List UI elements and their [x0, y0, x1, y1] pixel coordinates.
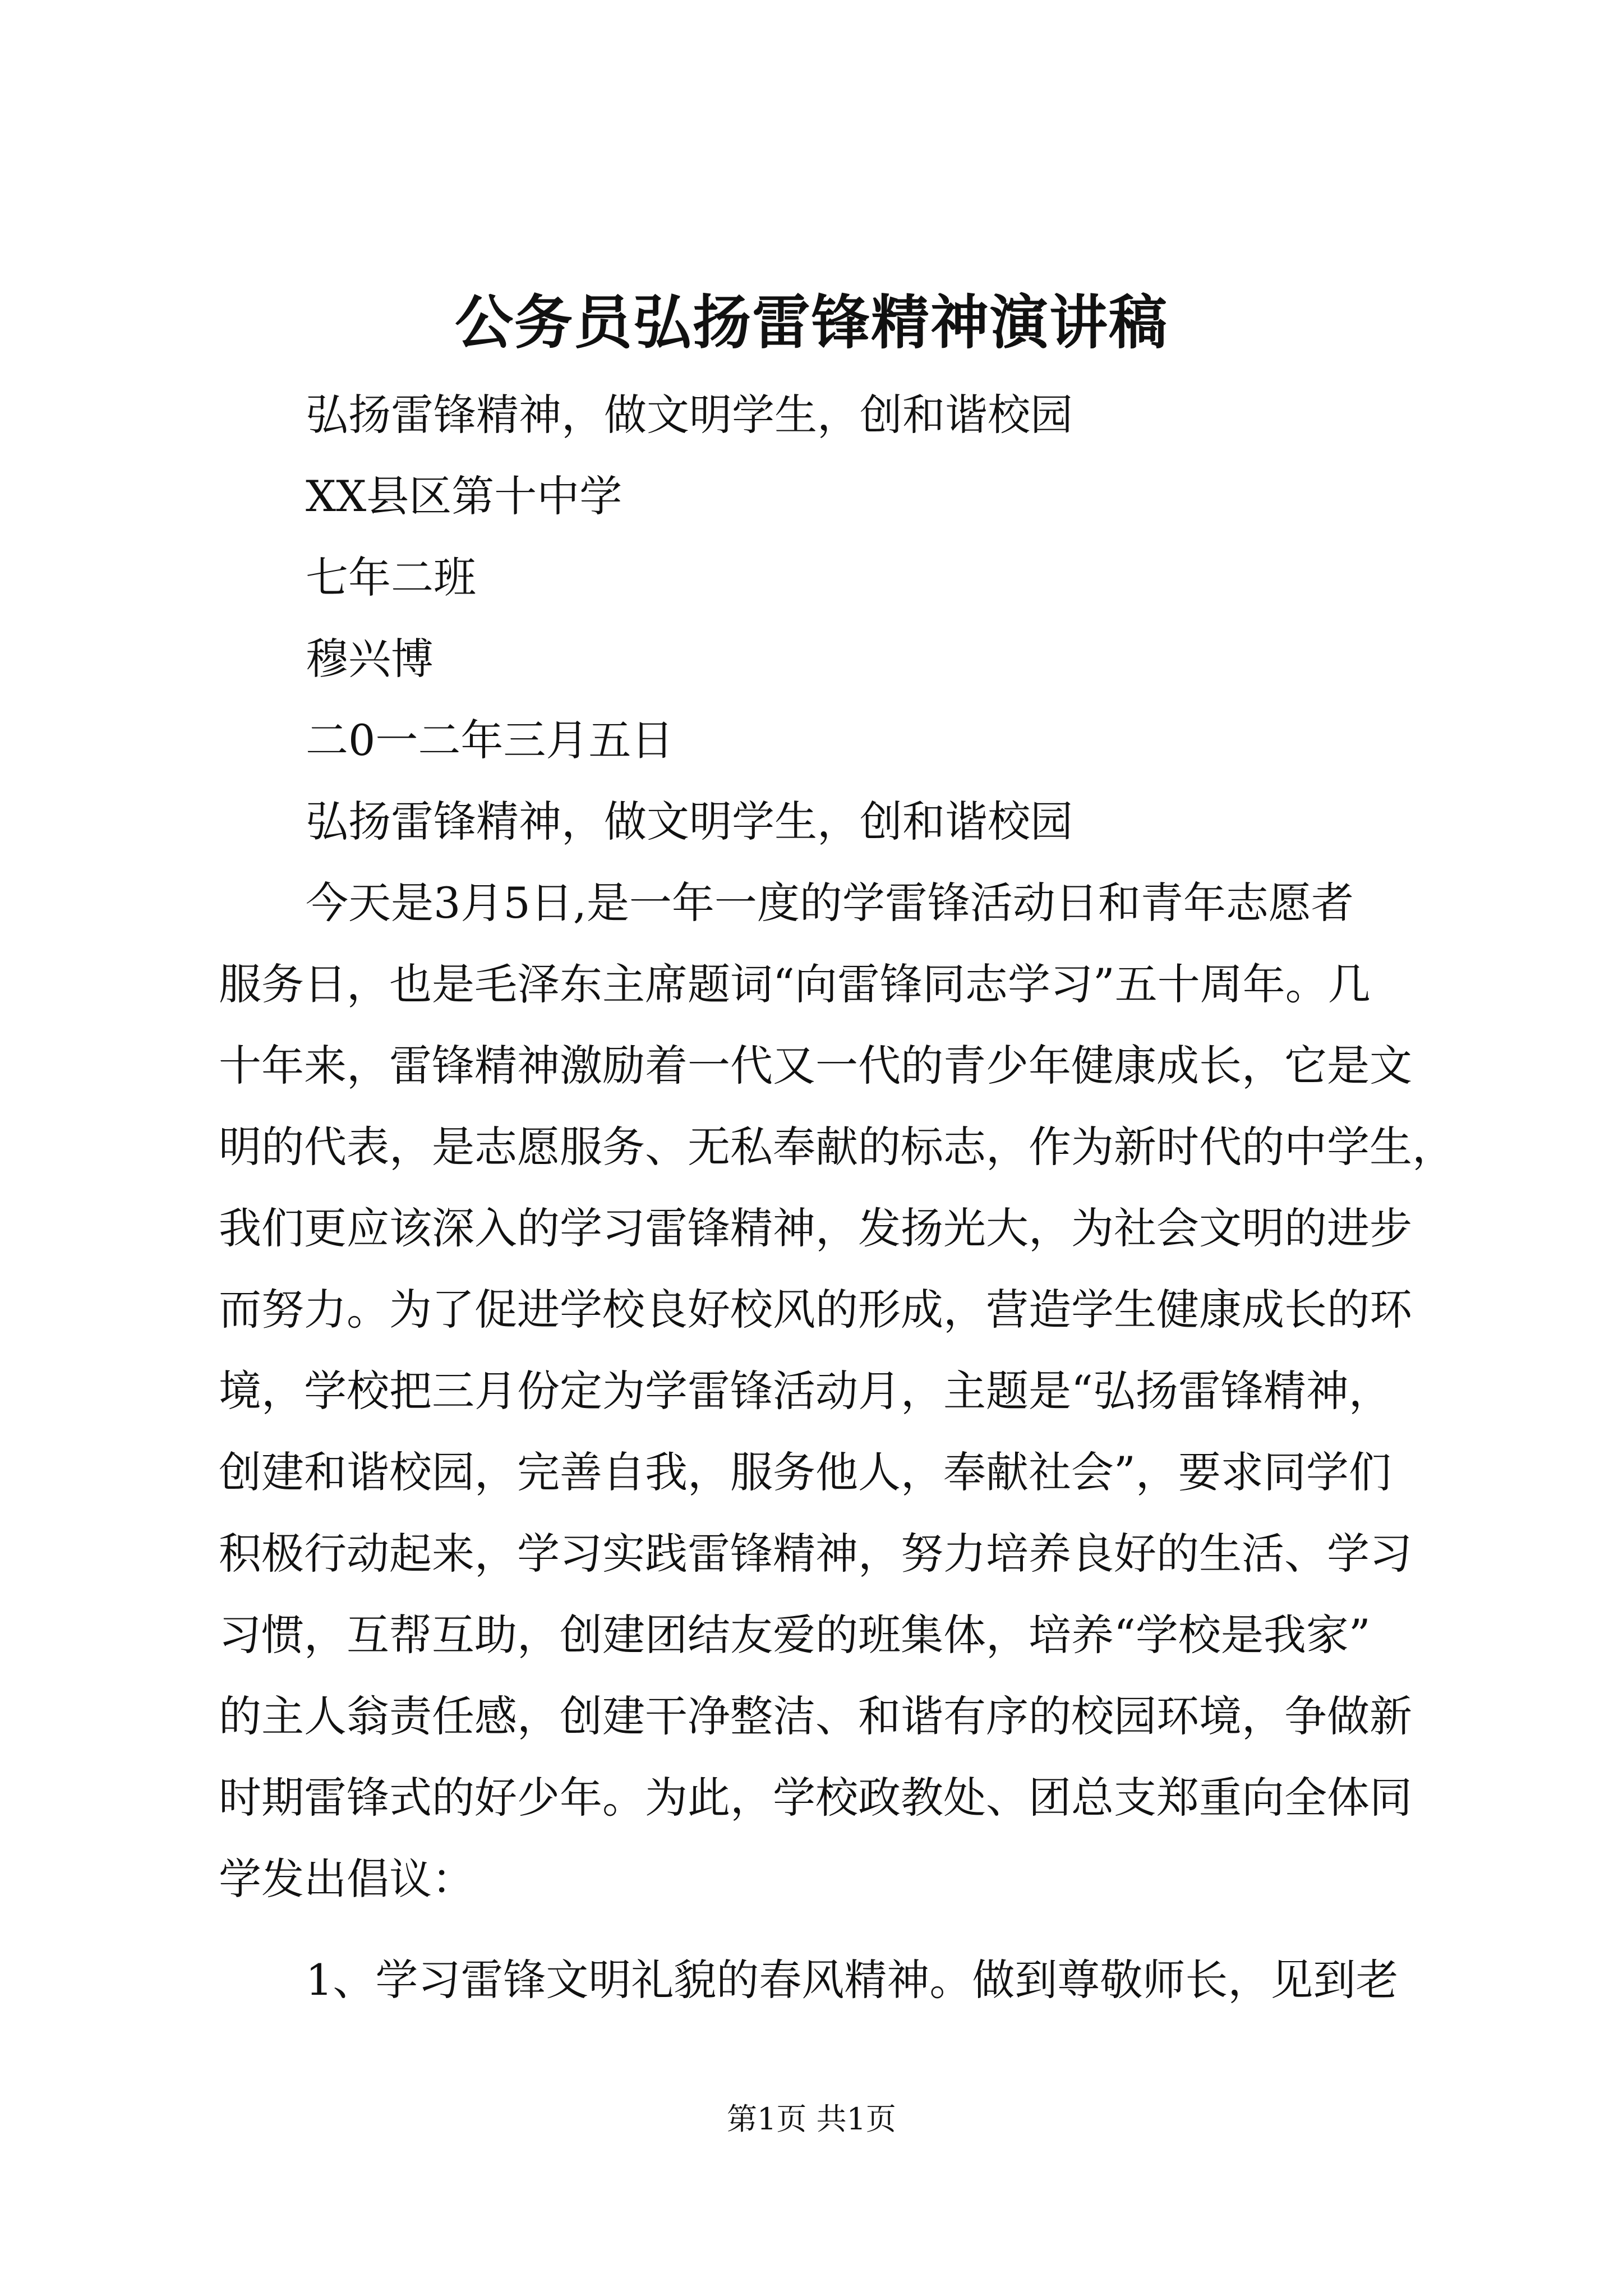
paragraph-line: 而努力。为了促进学校良好校风的形成，营造学生健康成长的环 — [219, 1285, 1412, 1335]
paragraph-line: 积极行动起来，学习实践雷锋精神，努力培养良好的生活、学习 — [219, 1529, 1412, 1579]
subtitle-line: 弘扬雷锋精神，做文明学生，创和谐校园 — [306, 390, 1073, 440]
author-line: 穆兴博 — [306, 634, 434, 684]
paragraph-line: 学发出倡议： — [219, 1854, 474, 1904]
paragraph-line: 服务日，也是毛泽东主席题词“向雷锋同志学习”五十周年。几 — [219, 959, 1371, 1009]
date-line: 二0一二年三月五日 — [306, 715, 674, 765]
paragraph-line: 今天是3月5日,是一年一度的学雷锋活动日和青年志愿者 — [306, 878, 1354, 928]
paragraph-line: 十年来，雷锋精神激励着一代又一代的青少年健康成长，它是文 — [219, 1041, 1412, 1091]
section-heading-line: 弘扬雷锋精神，做文明学生，创和谐校园 — [306, 797, 1073, 846]
page-footer: 第1页 共1页 — [727, 2101, 896, 2137]
paragraph-line: 时期雷锋式的好少年。为此，学校政教处、团总支郑重向全体同 — [219, 1773, 1412, 1823]
class-line: 七年二班 — [306, 553, 476, 602]
paragraph-line: 的主人翁责任感，创建干净整洁、和谐有序的校园环境，争做新 — [219, 1691, 1412, 1741]
school-line: XX县区第十中学 — [306, 471, 623, 521]
paragraph-line: 我们更应该深入的学习雷锋精神，发扬光大，为社会文明的进步 — [219, 1203, 1412, 1253]
paragraph-line: 习惯，互帮互助，创建团结友爱的班集体，培养“学校是我家” — [219, 1610, 1371, 1660]
paragraph-line: 明的代表，是志愿服务、无私奉献的标志，作为新时代的中学生， — [219, 1122, 1455, 1172]
paragraph-line: 境，学校把三月份定为学雷锋活动月，主题是“弘扬雷锋精神， — [219, 1366, 1391, 1416]
document-title: 公务员弘扬雷锋精神演讲稿 — [454, 288, 1168, 357]
paragraph-line: 创建和谐校园，完善自我，服务他人，奉献社会”，要求同学们 — [219, 1447, 1391, 1497]
list-item-line: 1、学习雷锋文明礼貌的春风精神。做到尊敬师长，见到老 — [306, 1955, 1399, 2005]
